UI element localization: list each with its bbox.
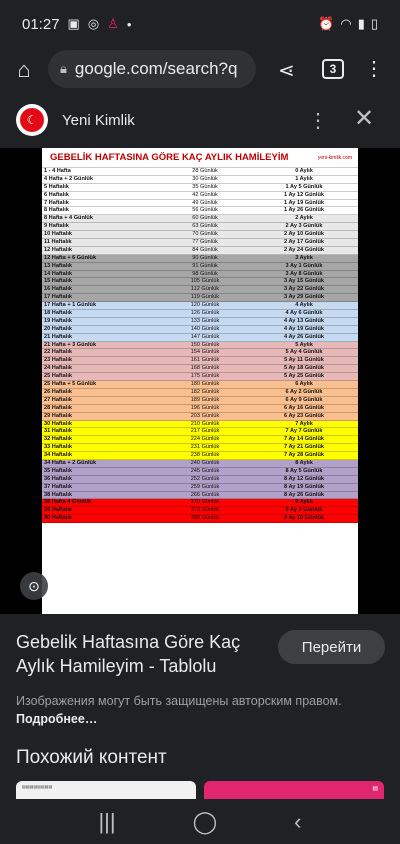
week-cell: 12 Hafta + 6 Günlük	[44, 254, 97, 261]
months-cell: 9 Ay 3 Günlük	[285, 507, 323, 514]
days-cell: 49 Günlük	[192, 199, 218, 206]
months-cell: 1 Aylık	[295, 175, 313, 182]
more-vert-icon[interactable]: ⋮	[364, 58, 384, 80]
table-row	[42, 381, 358, 389]
alarm-icon: ⏰	[318, 16, 335, 31]
months-cell: 3 Ay 29 Günlük	[284, 294, 324, 301]
months-cell: 8 Ay 12 Günlük	[284, 475, 324, 482]
week-cell: 19 Haftalık	[44, 317, 72, 324]
week-cell: 23 Haftalık	[44, 357, 72, 364]
week-cell: 25 Haftalık	[44, 373, 72, 380]
months-cell: 6 Ay 16 Günlük	[284, 404, 324, 411]
week-cell: 21 Haftalık	[44, 333, 72, 340]
days-cell: 168 Günlük	[190, 365, 220, 372]
back-icon[interactable]: ‹	[294, 808, 302, 834]
months-cell: 3 Aylık	[295, 254, 313, 261]
table-row	[42, 468, 358, 476]
months-cell: 9 Aylık	[295, 499, 313, 506]
week-cell: 12 Haftalık	[44, 246, 72, 253]
table-row	[42, 192, 358, 200]
months-cell: 2 Ay 24 Günlük	[284, 246, 324, 253]
learn-more-link[interactable]: Подробнее…	[16, 712, 98, 726]
days-cell: 119 Günlük	[190, 294, 220, 301]
week-cell: 35 Haftalık	[44, 467, 72, 474]
week-cell: 24 Haftalık	[44, 365, 72, 372]
table-rows	[42, 168, 358, 523]
week-cell: 13 Haftalık	[44, 262, 72, 269]
days-cell: 70 Günlük	[192, 231, 218, 238]
days-cell: 35 Günlük	[192, 183, 218, 190]
tab-count: 3	[329, 62, 337, 76]
week-cell: 33 Haftalık	[44, 444, 72, 451]
table-row	[42, 421, 358, 429]
image-viewer[interactable]	[0, 148, 400, 614]
months-cell: 6 Aylık	[295, 381, 313, 388]
days-cell: 133 Günlük	[190, 317, 220, 324]
wifi-icon: ◠	[340, 16, 352, 31]
days-cell: 245 Günlük	[190, 467, 220, 474]
months-cell: 8 Ay 26 Günlük	[284, 491, 324, 498]
week-cell: 10 Haftalık	[44, 231, 72, 238]
days-cell: 280 Günlük	[190, 515, 220, 522]
source-header	[0, 92, 400, 148]
days-cell: 56 Günlük	[192, 207, 218, 214]
table-row	[42, 428, 358, 436]
table-row	[42, 326, 358, 334]
months-cell: 6 Ay 23 Günlük	[284, 412, 324, 419]
days-cell: 63 Günlük	[192, 223, 218, 230]
days-cell: 161 Günlük	[190, 357, 220, 364]
table-row	[42, 176, 358, 184]
week-cell: 8 Hafta + 4 Günlük	[44, 215, 93, 222]
week-cell: 6 Haftalık	[44, 191, 69, 198]
source-name: Yeni Kimlik	[62, 111, 135, 129]
week-cell: 11 Haftalık	[44, 239, 72, 246]
table-row	[42, 413, 358, 421]
week-cell: 31 Haftalık	[44, 428, 72, 435]
months-cell: 5 Ay 11 Günlük	[284, 357, 324, 364]
table-row	[42, 286, 358, 294]
address-bar-url: google.com/search?q	[74, 59, 238, 78]
months-cell: 3 Ay 15 Günlük	[284, 278, 324, 285]
week-cell: 39 Haftalık	[44, 507, 72, 514]
week-cell: 37 Haftalık	[44, 483, 72, 490]
table-row	[42, 492, 358, 500]
week-cell: 4 Hafta + 2 Günlük	[44, 175, 93, 182]
table-row	[42, 373, 358, 381]
months-cell: 3 Ay 1 Günlük	[285, 262, 323, 269]
table-row	[42, 255, 358, 263]
days-cell: 231 Günlük	[190, 444, 220, 451]
week-cell: 21 Hafta + 3 Günlük	[44, 341, 97, 348]
address-bar[interactable]	[48, 50, 256, 88]
months-cell: 5 Aylık	[295, 341, 313, 348]
copyright-notice	[16, 692, 384, 728]
days-cell: 180 Günlük	[190, 381, 220, 388]
week-cell: 30 Haftalık	[44, 420, 72, 427]
months-cell: 4 Ay 26 Günlük	[284, 333, 324, 340]
months-cell: 9 Ay 10 Günlük	[284, 515, 324, 522]
days-cell: 259 Günlük	[190, 483, 220, 490]
months-cell: 1 Ay 5 Günlük	[285, 183, 323, 190]
days-cell: 98 Günlük	[192, 270, 218, 277]
week-cell: 38 Haftalık	[44, 491, 72, 498]
table-row	[42, 263, 358, 271]
months-cell: 7 Ay 28 Günlük	[284, 452, 324, 459]
status-left	[22, 16, 131, 33]
days-cell: 238 Günlük	[190, 452, 220, 459]
share-icon[interactable]: ⋖	[278, 60, 295, 82]
week-cell: 15 Haftalık	[44, 278, 72, 285]
week-cell: 1 - 4 Hafta	[44, 168, 71, 174]
week-cell: 29 Haftalık	[44, 412, 72, 419]
table-row	[42, 389, 358, 397]
sync-notification-icon: ◎	[87, 16, 100, 31]
days-cell: 90 Günlük	[192, 254, 218, 261]
days-cell: 175 Günlük	[190, 373, 220, 380]
days-cell: 77 Günlük	[192, 239, 218, 246]
visit-button[interactable]: Перейти	[278, 630, 385, 664]
browser-toolbar	[0, 48, 400, 92]
months-cell: 0 Aylık	[295, 168, 313, 174]
months-cell: 6 Ay 2 Günlük	[285, 388, 323, 395]
days-cell: 120 Günlük	[190, 302, 220, 309]
months-cell: 7 Aylık	[295, 420, 313, 427]
home-icon[interactable]: ⌂	[17, 57, 31, 82]
home-nav-icon[interactable]: ◯	[192, 808, 218, 834]
months-cell: 8 Ay 19 Günlük	[284, 483, 324, 490]
lock-icon: 🔒︎	[60, 61, 67, 76]
months-cell: 8 Aylık	[295, 459, 313, 466]
tab-switcher-button[interactable]	[322, 59, 344, 79]
months-cell: 2 Ay 10 Günlük	[284, 231, 324, 238]
months-cell: 4 Ay 13 Günlük	[284, 317, 324, 324]
table-row	[42, 302, 358, 310]
days-cell: 147 Günlük	[190, 333, 220, 340]
table-row	[42, 405, 358, 413]
table-row	[42, 278, 358, 286]
table-row	[42, 200, 358, 208]
months-cell: 1 Ay 19 Günlük	[284, 199, 324, 206]
week-cell: 36 Haftalık	[44, 475, 72, 482]
months-cell: 8 Ay 5 Günlük	[285, 467, 323, 474]
table-title: GEBELİK HAFTASINA GÖRE KAÇ AYLIK HAMİLEYİM	[50, 152, 289, 163]
related-content-title: Похожий контент	[16, 747, 167, 768]
week-cell: 27 Haftalık	[44, 396, 72, 403]
close-icon[interactable]: ✕	[354, 105, 375, 132]
table-row	[42, 460, 358, 468]
week-cell: 22 Haftalık	[44, 349, 72, 356]
week-cell: 28 Haftalık	[44, 404, 72, 411]
months-cell: 6 Ay 9 Günlük	[285, 396, 323, 403]
table-row	[42, 365, 358, 373]
table-row	[42, 271, 358, 279]
days-cell: 150 Günlük	[190, 341, 220, 348]
table-title-row	[42, 148, 358, 168]
week-cell: 16 Haftalık	[44, 286, 72, 293]
days-cell: 266 Günlük	[190, 491, 220, 498]
months-cell: 3 Ay 22 Günlük	[284, 286, 324, 293]
months-cell: 2 Ay 3 Günlük	[285, 223, 323, 230]
days-cell: 112 Günlük	[190, 286, 220, 293]
days-cell: 154 Günlük	[190, 349, 220, 356]
table-row	[42, 215, 358, 223]
table-row	[42, 515, 358, 523]
week-cell: 9 Haftalık	[44, 223, 69, 230]
week-cell: 7 Haftalık	[44, 199, 69, 206]
table-row	[42, 342, 358, 350]
days-cell: 203 Günlük	[190, 412, 220, 419]
days-cell: 126 Günlük	[190, 310, 220, 317]
week-cell: 26 Haftalık	[44, 388, 72, 395]
table-row	[42, 452, 358, 460]
months-cell: 5 Ay 25 Günlük	[284, 373, 324, 380]
battery-icon: ▯	[370, 16, 378, 31]
months-cell: 5 Ay 18 Günlük	[284, 365, 324, 372]
related-thumbnail-1[interactable]	[16, 781, 196, 799]
gallery-notification-icon: ▣	[67, 16, 80, 31]
week-cell: 34 Hafta + 2 Günlük	[44, 459, 97, 466]
week-cell: 32 Haftalık	[44, 436, 72, 443]
table-row	[42, 334, 358, 342]
months-cell: 4 Aylık	[295, 302, 313, 309]
status-right	[318, 16, 378, 32]
months-cell: 1 Ay 26 Günlük	[284, 207, 324, 214]
table-row	[42, 318, 358, 326]
related-thumbnail-1-preview: ▤▤▤▤▤▤▤▤	[22, 784, 53, 789]
table-row	[42, 184, 358, 192]
source-logo	[16, 104, 48, 136]
table-row	[42, 507, 358, 515]
table-row	[42, 436, 358, 444]
table-row	[42, 397, 358, 405]
recents-icon[interactable]: |||	[98, 808, 116, 834]
related-thumbnail-2[interactable]	[204, 781, 384, 799]
months-cell: 1 Ay 12 Günlük	[284, 191, 324, 198]
table-row	[42, 499, 358, 507]
days-cell: 28 Günlük	[192, 168, 218, 174]
days-cell: 182 Günlük	[190, 388, 220, 395]
table-row	[42, 357, 358, 365]
image-title[interactable]: Gebelik Haftasına Göre Kaç Aylık Hamileyim - Tablolu	[16, 632, 241, 676]
months-cell: 4 Ay 6 Günlük	[285, 310, 323, 317]
week-cell: 14 Haftalık	[44, 270, 72, 277]
table-row	[42, 207, 358, 215]
table-row	[42, 223, 358, 231]
table-row	[42, 168, 358, 176]
status-bar	[0, 0, 400, 48]
days-cell: 270 Günlük	[190, 499, 220, 506]
related-thumbnail-2-preview: ▤	[372, 786, 378, 792]
week-cell: 17 Hafta + 1 Günlük	[44, 302, 97, 309]
days-cell: 140 Günlük	[190, 325, 220, 332]
days-cell: 217 Günlük	[190, 428, 220, 435]
days-cell: 189 Günlük	[190, 396, 220, 403]
months-cell: 7 Ay 7 Günlük	[285, 428, 323, 435]
week-cell: 38 Hafta 4 Günlük	[44, 499, 92, 506]
table-row	[42, 444, 358, 452]
table-row	[42, 294, 358, 302]
months-cell: 2 Aylık	[295, 215, 313, 222]
days-cell: 30 Günlük	[192, 175, 218, 182]
months-cell: 7 Ay 14 Günlük	[284, 436, 324, 443]
days-cell: 252 Günlük	[190, 475, 220, 482]
week-cell: 40 Haftalık	[44, 515, 72, 522]
days-cell: 210 Günlük	[190, 420, 220, 427]
image-info-panel	[0, 614, 400, 730]
week-cell: 8 Haftalık	[44, 207, 69, 214]
week-cell: 5 Haftalık	[44, 183, 69, 190]
week-cell: 17 Haftalık	[44, 294, 72, 301]
system-nav-bar	[0, 799, 400, 844]
table-row	[42, 476, 358, 484]
table-row	[42, 247, 358, 255]
months-cell: 3 Ay 8 Günlük	[285, 270, 323, 277]
week-cell: 20 Haftalık	[44, 325, 72, 332]
lens-icon[interactable]: ⊙	[20, 572, 48, 600]
signal-icon: ▮	[357, 16, 365, 31]
days-cell: 42 Günlük	[192, 191, 218, 198]
week-cell: 25 Hafta + 5 Günlük	[44, 381, 97, 388]
days-cell: 84 Günlük	[192, 246, 218, 253]
week-cell: 18 Haftalık	[44, 310, 72, 317]
table-row	[42, 349, 358, 357]
pregnancy-table-image	[42, 148, 358, 614]
months-cell: 2 Ay 17 Günlük	[284, 239, 324, 246]
table-site: yeni-kimlik.com	[317, 154, 352, 161]
days-cell: 91 Günlük	[192, 262, 218, 269]
status-time: 01:27	[22, 15, 60, 33]
baby-notification-icon: ♙	[107, 16, 119, 31]
table-row	[42, 231, 358, 239]
table-row	[42, 239, 358, 247]
days-cell: 60 Günlük	[192, 215, 218, 222]
table-row	[42, 310, 358, 318]
table-row	[42, 484, 358, 492]
days-cell: 224 Günlük	[190, 436, 220, 443]
months-cell: 4 Ay 19 Günlük	[284, 325, 324, 332]
more-options-icon[interactable]: ⋮	[308, 110, 328, 132]
days-cell: 105 Günlük	[190, 278, 220, 285]
months-cell: 7 Ay 21 Günlük	[284, 444, 324, 451]
week-cell: 34 Haftalık	[44, 452, 72, 459]
days-cell: 240 Günlük	[190, 459, 220, 466]
more-notifications-icon: •	[126, 16, 132, 32]
copyright-text: Изображения могут быть защищены авторским правом.	[16, 694, 342, 708]
months-cell: 5 Ay 4 Günlük	[285, 349, 323, 356]
days-cell: 273 Günlük	[190, 507, 220, 514]
turkish-flag-icon: ☾	[20, 108, 44, 132]
days-cell: 196 Günlük	[190, 404, 220, 411]
